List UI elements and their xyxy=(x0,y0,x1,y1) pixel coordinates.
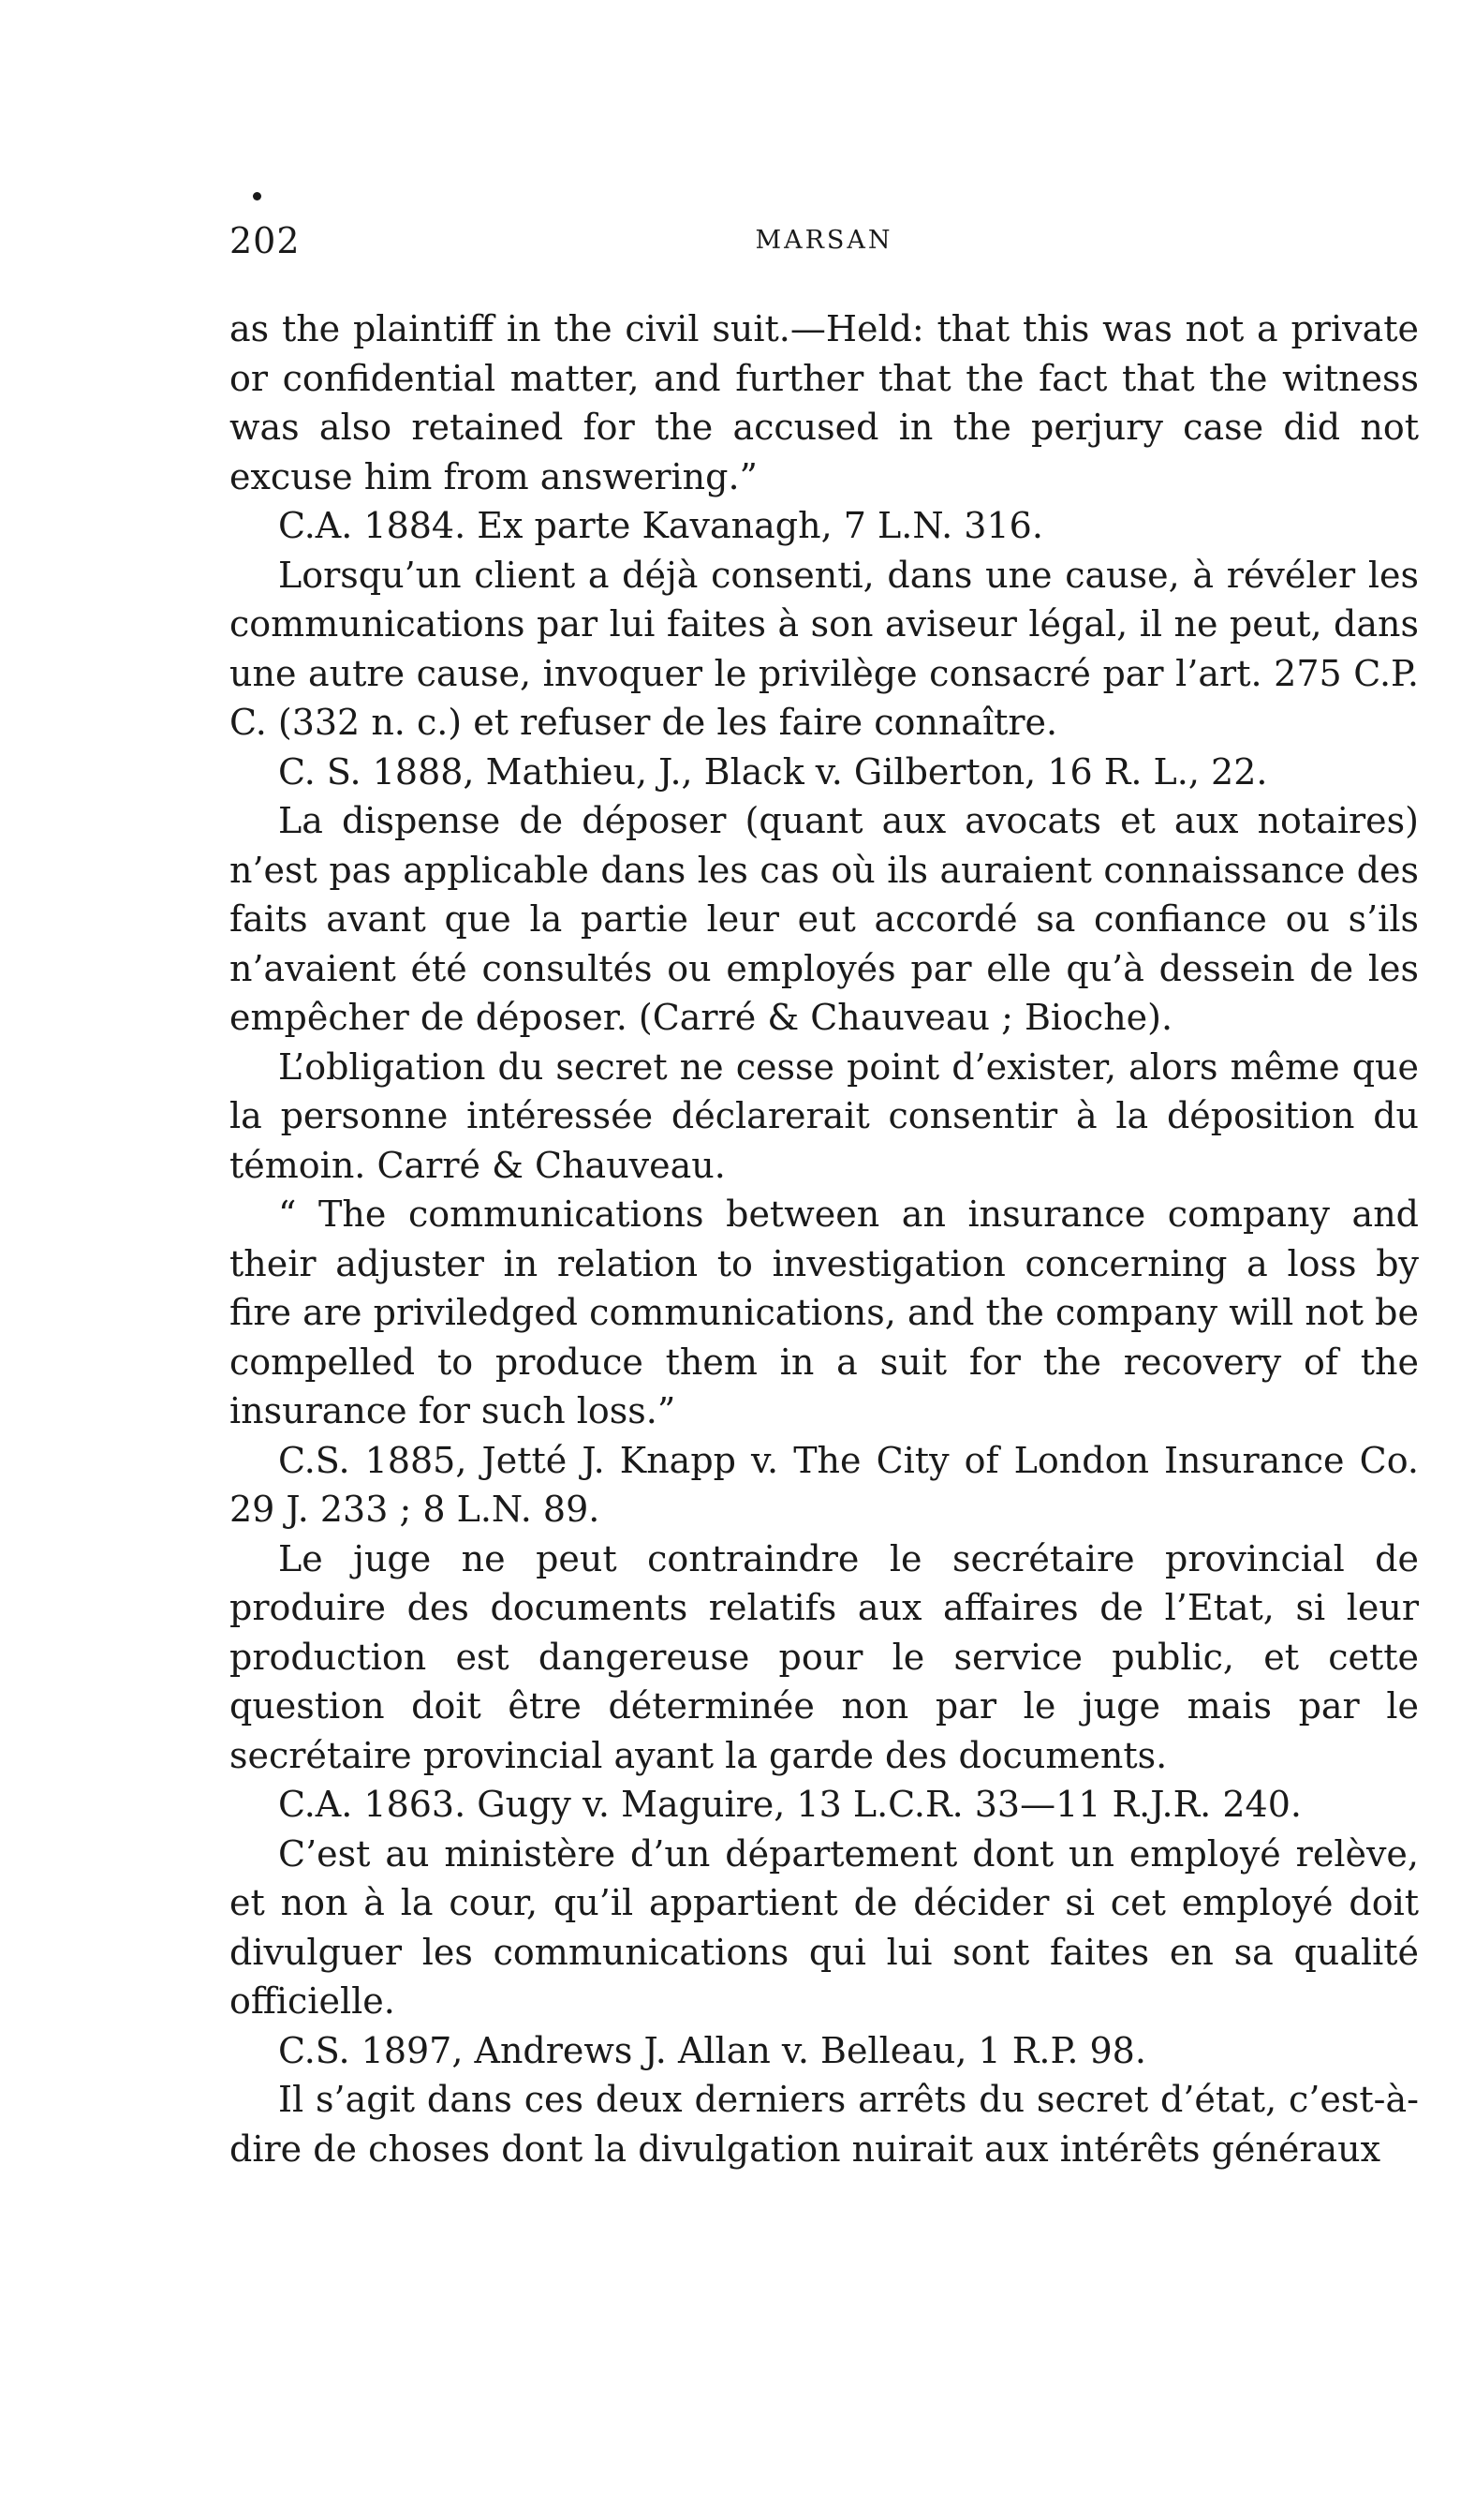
paragraph: Lorsqu’un client a déjà consenti, dans une cause, à révéler les communications par lui faites à son aviseur légal, il ne peut, dans une autre cause, invoquer le privilège consacré par l’art. 275 C.P. C. (332 n. c.) et refuser de les faire connaître. xyxy=(229,554,1419,743)
paragraph-continuation: as the plaintiff in the civil suit.—Held: that this was not a private or confidential matter, and further that the fact that the witness was also retained for the accused in the perjury case did not excuse him from answering.” xyxy=(229,308,1419,497)
citation: C. S. 1888, Mathieu, J., Black v. Gilberton, 16 R. L., 22. xyxy=(278,750,1268,793)
print-mark xyxy=(253,192,261,200)
paragraph: La dispense de déposer (quant aux avocats et aux notaires) n’est pas applicable dans les cas où ils auraient connaissance des faits avant que la partie leur eut accordé sa confiance ou s’ils n’avaient été consultés ou employés par elle qu’à dessein de les empêcher de déposer. (Carré & Chauveau ; Bioche). xyxy=(229,800,1419,1038)
running-head: MARSAN xyxy=(755,226,893,255)
paragraph-quote: “ The communications between an insurance company and their adjuster in relation to investigation concerning a loss by fire are priviledged communications, and the company will not be compelled to produce them in a suit for the recovery of the insurance for such loss.” xyxy=(229,1193,1419,1431)
citation: C.A. 1884. Ex parte Kavanagh, 7 L.N. 316. xyxy=(278,505,1043,546)
page-body xyxy=(229,304,1419,2173)
page-number: 202 xyxy=(229,220,301,261)
paragraph: L’obligation du secret ne cesse point d’exister, alors même que la personne intéressée déclarerait consentir à la déposition du témoin. Carré & Chauveau. xyxy=(229,1045,1419,1186)
paragraph: C’est au ministère d’un département dont un employé relève, et non à la cour, qu’il appartient de décider si cet employé doit divulguer les communications qui lui sont faites en sa qualité officielle. xyxy=(229,1832,1419,2022)
page-header xyxy=(229,220,1419,276)
paragraph: Le juge ne peut contraindre le secrétaire provincial de produire des documents relatifs aux affaires de l’Etat, si leur production est dangereuse pour le service public, et cette question doit être déterminée non par le juge mais par le secrétaire provincial ayant la garde des documents. xyxy=(229,1537,1419,1776)
paragraph: Il s’agit dans ces deux derniers arrêts du secret d’état, c’est-à-dire de choses dont la divulgation nuirait aux intérêts généraux xyxy=(229,2079,1419,2170)
citation: C.S. 1897, Andrews J. Allan v. Belleau, 1 R.P. 98. xyxy=(278,2029,1146,2071)
citation: C.A. 1863. Gugy v. Maguire, 13 L.C.R. 33—11 R.J.R. 240. xyxy=(278,1784,1302,1825)
citation: C.S. 1885, Jetté J. Knapp v. The City of London Insurance Co. 29 J. 233 ; 8 L.N. 89. xyxy=(229,1439,1419,1530)
